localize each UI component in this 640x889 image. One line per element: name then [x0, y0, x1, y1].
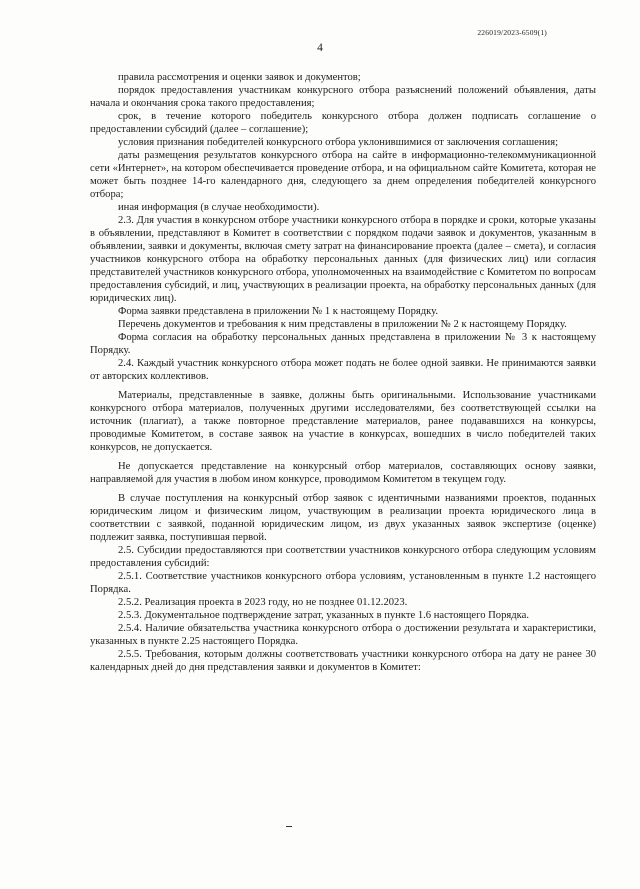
paragraph: 2.3. Для участия в конкурсном отборе участники конкурсного отбора в порядке и сроки, которые указаны в объявлении, представляют в Комитет в соответствии с порядком подачи заявок и документов, указанным в объявлении, заявки и документы, включая смету затрат на финансирование проекта (далее – смета), и согласия участников конкурсного отбора на обработку персональных данных (для физических лиц) или согласия представителей участников конкурсного отбора, уполномоченных на взаимодействие с Комитетом по вопросам предоставления субсидий, и лиц, участвующих в реализации проекта, на обработку персональных данных (для юридических лиц).	[90, 215, 596, 304]
paragraph: В случае поступления на конкурсный отбор заявок с идентичными названиями проектов, поданных юридическим лицом и физическим лицом, участвующим в реализации проекта юридического лица в соответствии с заявкой, поданной юридическим лицом, из двух указанных заявок экспертизе (оценке) подлежит заявка, поступившая первой.	[90, 493, 596, 543]
paragraph: даты размещения результатов конкурсного отбора на сайте в информационно-телекоммуникационной сети «Интернет», на котором обеспечивается проведение отбора, и на официальном сайте Комитета, которая не может быть позднее 14-го календарного дня, следующего за днем определения победителей конкурсного отбора;	[90, 150, 596, 200]
scan-mark	[286, 826, 292, 827]
paragraph: правила рассмотрения и оценки заявок и документов;	[118, 72, 361, 83]
paragraph: 2.5.1. Соответствие участников конкурсного отбора условиям, установленным в пункте 1.2 настоящего Порядка.	[90, 571, 596, 595]
paragraph: Форма заявки представлена в приложении № 1 к настоящему Порядку.	[118, 306, 439, 317]
paragraph: иная информация (в случае необходимости).	[118, 202, 320, 213]
paragraph: 2.5.4. Наличие обязательства участника конкурсного отбора о достижении результата и характеристики, указанных в пункте 2.25 настоящего Порядка.	[90, 623, 596, 647]
paragraph: Не допускается представление на конкурсный отбор материалов, составляющих основу заявки, направляемой для участия в любом ином конкурсе, проводимом Комитетом в текущем году.	[90, 461, 596, 485]
document-body	[90, 71, 596, 674]
paragraph: 2.5.5. Требования, которым должны соответствовать участники конкурсного отбора на дату не ранее 30 календарных дней до дня представления заявки и документов в Комитет:	[90, 649, 596, 673]
paragraph: 2.5. Субсидии предоставляются при соответствии участников конкурсного отбора следующим условиям предоставления субсидий:	[90, 545, 596, 569]
document-id: 226019/2023-6509(1)	[477, 28, 547, 37]
paragraph: Форма согласия на обработку персональных данных представлена в приложении № 3 к настоящему Порядку.	[90, 332, 596, 356]
paragraph: порядок предоставления участникам конкурсного отбора разъяснений положений объявления, даты начала и окончания срока такого предоставления;	[90, 85, 596, 109]
paragraph: Перечень документов и требования к ним представлены в приложении № 2 к настоящему Порядку.	[118, 319, 567, 330]
paragraph: 2.5.2. Реализация проекта в 2023 году, но не позднее 01.12.2023.	[118, 597, 408, 608]
paragraph: 2.4. Каждый участник конкурсного отбора может подать не более одной заявки. Не принимаются заявки от авторских коллективов.	[90, 358, 596, 382]
paragraph: 2.5.3. Документальное подтверждение затрат, указанных в пункте 1.6 настоящего Порядка.	[118, 610, 529, 621]
paragraph: срок, в течение которого победитель конкурсного отбора должен подписать соглашение о предоставлении субсидий (далее – соглашение);	[90, 111, 596, 135]
paragraph: Материалы, представленные в заявке, должны быть оригинальными. Использование участниками конкурсного отбора материалов, полученных другими исследователями, без соответствующей ссылки на источник (плагиат), а также повторное представление материалов, ранее подававшихся на конкурсы, проводимые Комитетом, в составе заявок на участие в конкурсах, вошедших в число победителей таких конкурсов, не допускается.	[90, 390, 596, 453]
page-number: 4	[317, 42, 323, 54]
paragraph: условия признания победителей конкурсного отбора уклонившимися от заключения соглашения;	[118, 137, 559, 148]
